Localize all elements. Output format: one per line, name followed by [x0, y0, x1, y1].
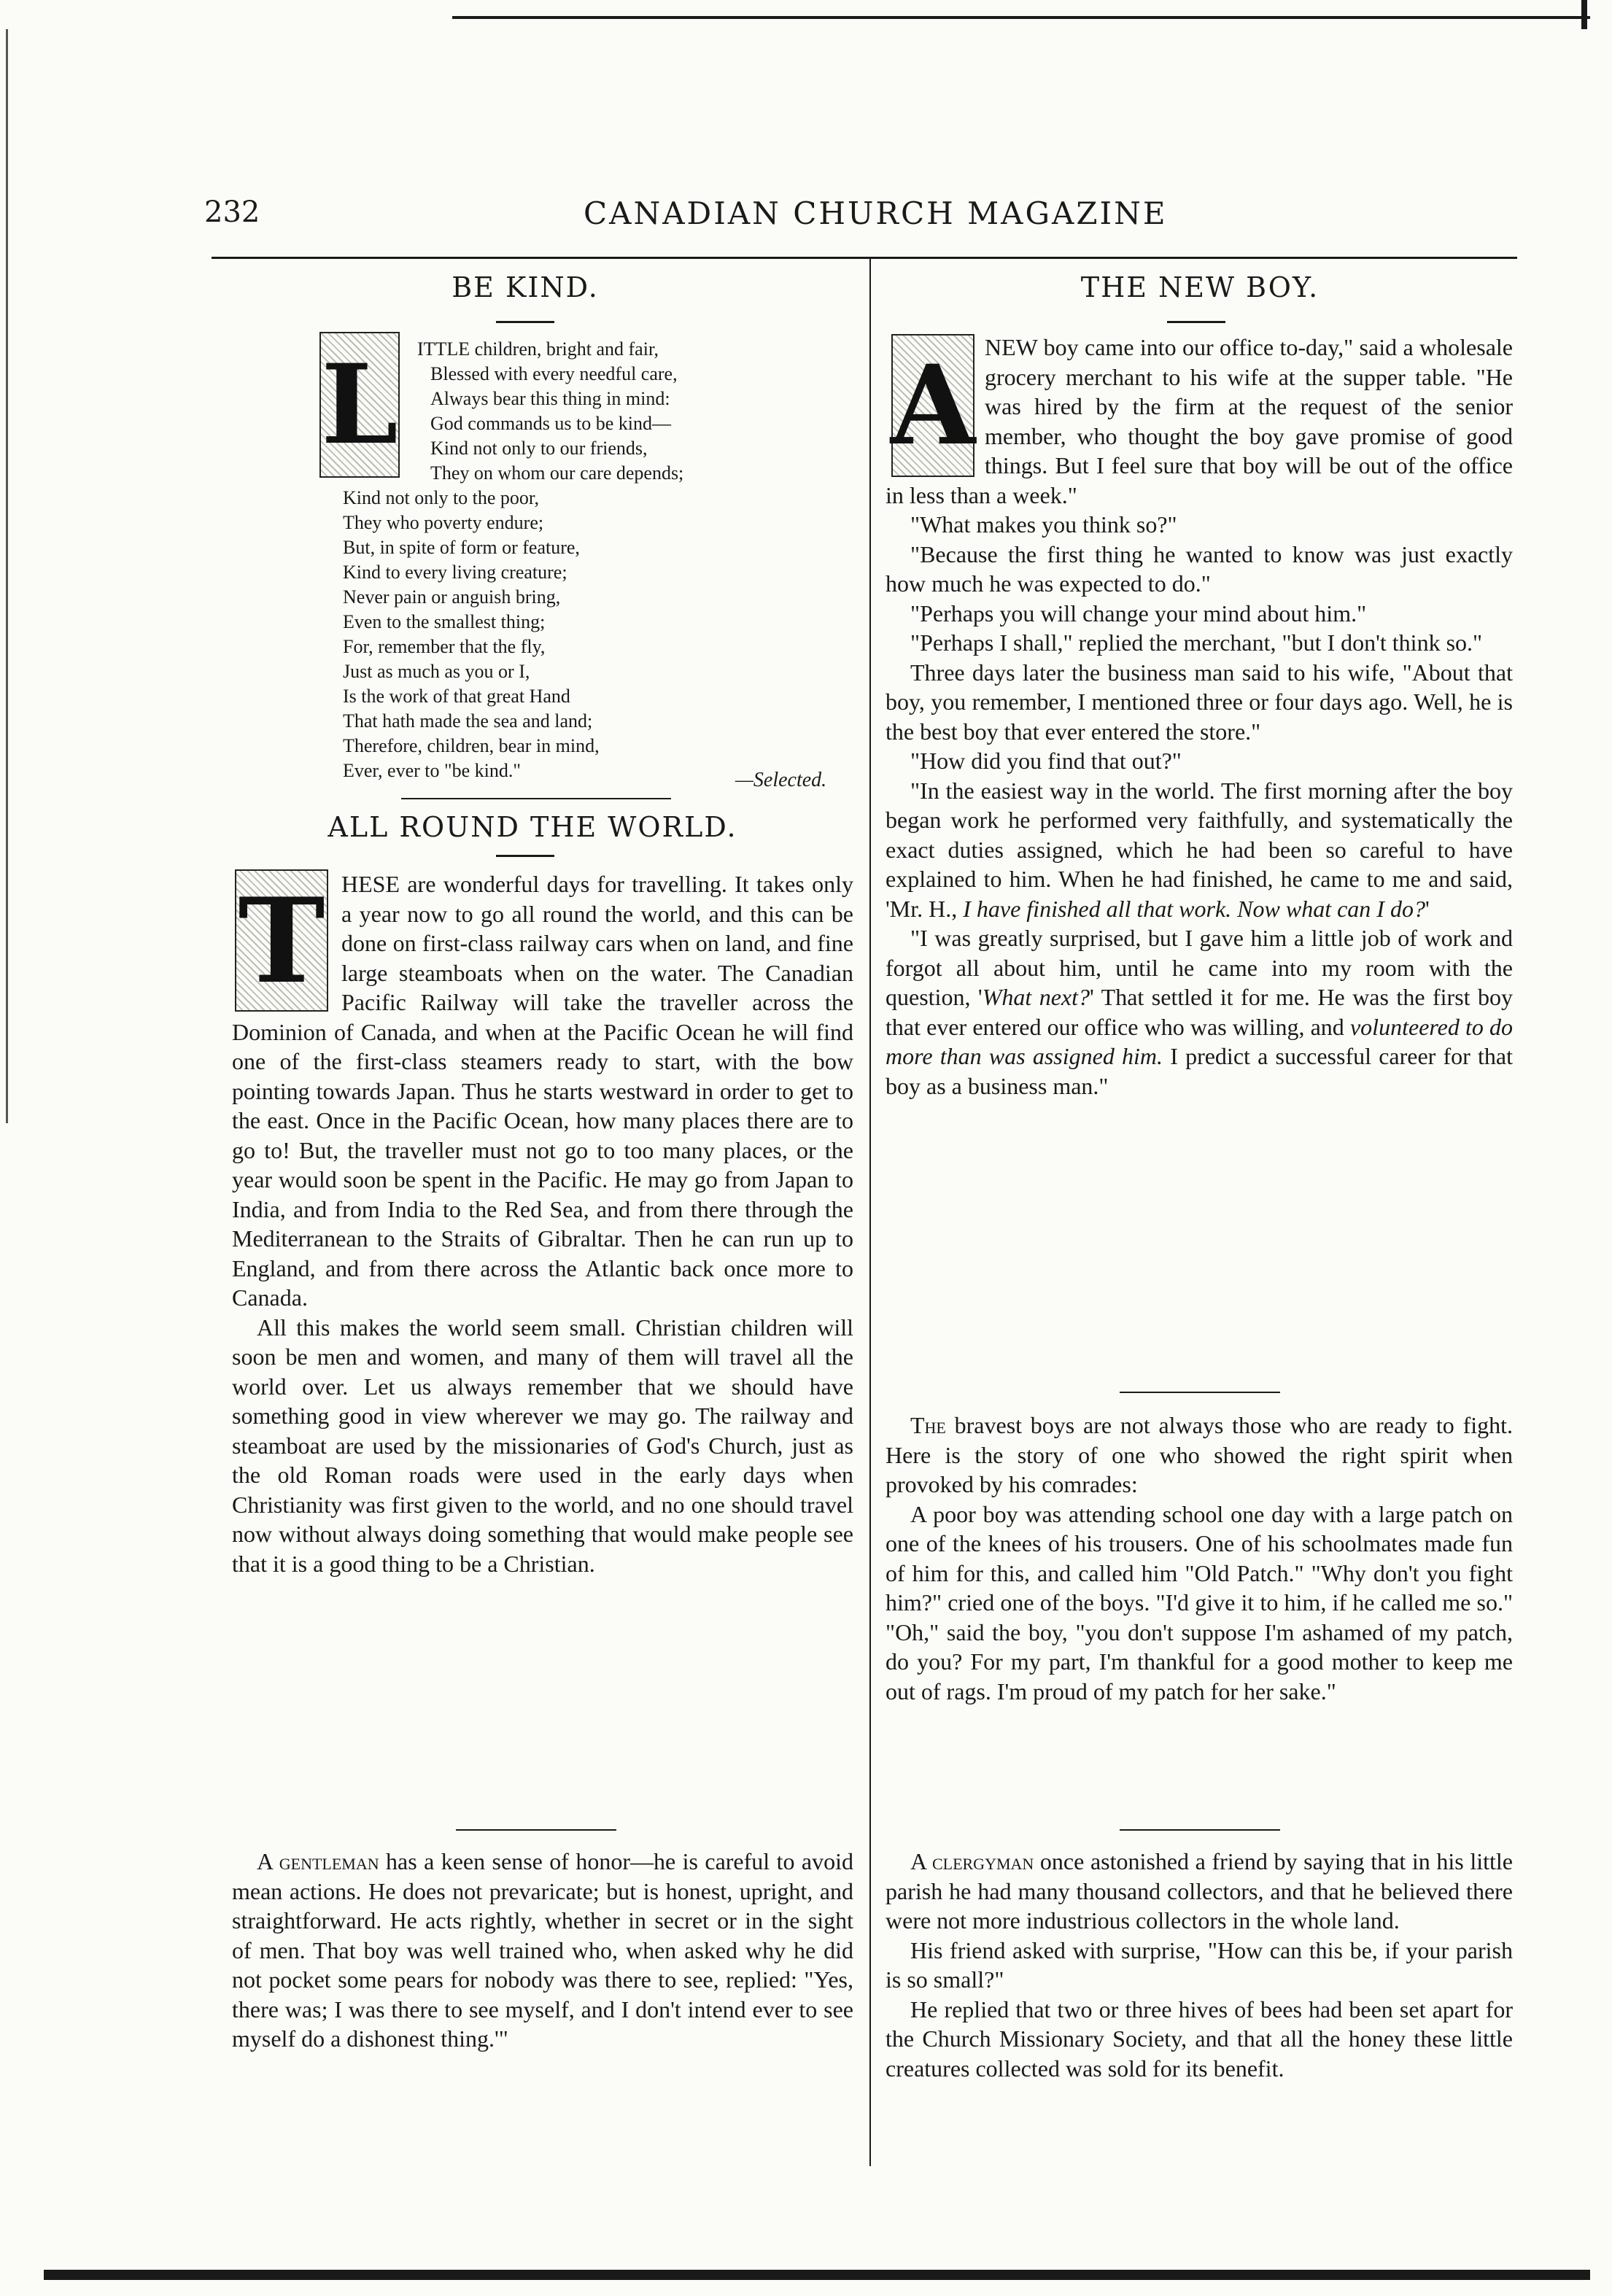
- poem-line: Never pain or anguish bring,: [343, 586, 561, 608]
- all-round-paragraph: HESE are wonderful days for travelling. It takes only a year now to go all round the world, and this can be done on first-class railway cars when on land, and fine large steamboats when on the water. The Canadian Pacific Railway will take the traveller across the Dominion of Canada, and when at the Pacific Ocean he will find one of the first-class steamers ready to start, with the bow pointing towards Japan. Thus he starts westward in order to get to the east. Once in the Pacific Ocean, how many places there are to go to! But, the traveller must not go to too many places, or the year would soon be spent in the Pacific. He may go from Japan to India, and from India to the Red Sea, and from there through the Mediterranean to the Straits of Gibraltar. Then he can run up to England, and from there across the Atlantic back once more to Canada.: [232, 871, 853, 1311]
- poem-line: Blessed with every needful care,: [430, 363, 678, 384]
- poem-line: Kind not only to the poor,: [343, 487, 540, 508]
- poem-line: Kind not only to our friends,: [430, 438, 648, 459]
- new-boy-paragraph: "In the easiest way in the world. The first morning after the boy began work he performed very faithfully, and systematically the exact duties assigned, which he had been so careful to have explained to him. When he had finished, he came to me and said, 'Mr. H., I have finished all that work. Now what can I do?': [886, 777, 1513, 922]
- gentleman-paragraph: A gentleman has a keen sense of honor—he is careful to avoid mean actions. He does not prevaricate; but is honest, upright, and straightforward. He acts rightly, whether in secret or in the sight of men. That boy was well trained who, when asked why he did not pocket some pears for nobody was there to see, replied: "Yes, there was; I was there to see myself, and I don't intend ever to see myself do a dishonest thing.'": [232, 1848, 853, 2052]
- be-kind-poem-indented: [417, 337, 683, 486]
- poem-line: Is the work of that great Hand: [343, 686, 570, 707]
- all-round-title: ALL ROUND THE WORLD.: [328, 811, 737, 843]
- poem-line: God commands us to be kind—: [430, 413, 672, 434]
- be-kind-credit: —Selected.: [735, 769, 827, 791]
- be-kind-title-rule: [496, 321, 554, 323]
- poem-line: They on whom our care depends;: [430, 462, 684, 484]
- poem-line: For, remember that the fly,: [343, 636, 546, 657]
- be-kind-poem: [343, 486, 600, 783]
- new-boy-paragraph: "How did you find that out?": [910, 748, 1182, 774]
- clergyman-paragraph: A clergyman once astonished a friend by saying that in his little parish he had many thousand collectors, and that he believed there were not more industrious collectors in the whole land.: [886, 1848, 1514, 1934]
- poem-line: They who poverty endure;: [343, 512, 544, 533]
- new-boy-body: [886, 333, 1513, 1101]
- bottom-rule: [44, 2270, 1590, 2280]
- be-kind-title: BE KIND.: [452, 271, 599, 303]
- new-boy-paragraph: NEW boy came into our office to-day," said a wholesale grocery merchant to his wife at the supper table. "He was hired by the firm at the request of the senior member, who thought the boy gave promise of good things. But I feel sure that boy will be out of the office in less than a week.": [886, 334, 1513, 508]
- column-divider: [869, 259, 871, 2166]
- new-boy-paragraph: Three days later the business man said to his wife, "About that boy, you remember, I mentioned three or four days ago. Well, he is the best boy that ever entered the store.": [886, 659, 1513, 745]
- page-number: 232: [204, 195, 260, 229]
- header-rule: [212, 257, 1517, 259]
- poem-line: But, in spite of form or feature,: [343, 537, 580, 558]
- section-rule: [401, 798, 671, 799]
- all-round-paragraph: All this makes the world seem small. Christian children will soon be men and women, and many of them will travel all the world over. Let us always remember that we should have something good in view wherever we may go. The railway and steamboat are used by the missionaries of God's Church, just as the old Roman roads were used in the early days when Christianity was first given to the world, and no one should travel now without always doing something that would make people see that it is a good thing to be a Christian.: [232, 1314, 853, 1577]
- all-round-title-rule: [496, 855, 554, 857]
- running-head: CANADIAN CHURCH MAGAZINE: [584, 195, 1168, 231]
- new-boy-title: THE NEW BOY.: [1080, 271, 1320, 303]
- bravest-paragraph: A poor boy was attending school one day with a large patch on one of the knees of his trousers. One of his schoolmates made fun of him for this, and called him "Old Patch." "Why don't you fight him?" cried one of the boys. "I'd give it to him, if he called me so." "Oh," said the boy, "you don't suppose I'm ashamed of my patch, do you? For my part, I'm thankful for a good mother to keep me out of rags. I'm proud of my patch for her sake.": [886, 1500, 1513, 1704]
- poem-line: Always bear this thing in mind:: [430, 388, 670, 409]
- top-rule: [452, 16, 1590, 19]
- new-boy-paragraph: "What makes you think so?": [910, 511, 1177, 538]
- poem-line: Therefore, children, bear in mind,: [343, 735, 600, 756]
- poem-line: Ever, ever to "be kind.": [343, 760, 521, 781]
- new-boy-paragraph: "Perhaps I shall," replied the merchant, "but I don't think so.": [910, 629, 1483, 656]
- bravest-body: [886, 1411, 1513, 1706]
- poem-line: ITTLE children, bright and fair,: [417, 338, 659, 360]
- clergyman-paragraph: He replied that two or three hives of bees had been set apart for the Church Missionary Society, and that all the honey these little creatures collected was sold for its benefit.: [886, 1996, 1513, 2082]
- right-edge-line: [1581, 0, 1587, 29]
- be-kind-dropcap: L: [319, 332, 400, 478]
- new-boy-paragraph: "Perhaps you will change your mind about him.": [910, 600, 1367, 627]
- section-rule: [1120, 1829, 1280, 1831]
- poem-line: Even to the smallest thing;: [343, 611, 546, 632]
- poem-line: Just as much as you or I,: [343, 661, 530, 682]
- new-boy-dropcap: A: [891, 334, 974, 477]
- left-margin-line: [6, 29, 8, 1123]
- clergyman-paragraph: His friend asked with surprise, "How can this be, if your parish is so small?": [886, 1936, 1513, 1993]
- all-round-body: [232, 869, 853, 1578]
- poem-line: Kind to every living creature;: [343, 562, 567, 583]
- section-rule: [1120, 1392, 1280, 1393]
- new-boy-paragraph: "Because the first thing he wanted to know was just exactly how much he was expected to do.": [886, 540, 1513, 597]
- clergyman-lead: A clergyman: [910, 1848, 1034, 1874]
- bravest-lead: The: [910, 1412, 946, 1438]
- new-boy-title-rule: [1167, 321, 1225, 323]
- section-rule: [456, 1829, 616, 1831]
- clergyman-body: [886, 1847, 1513, 2083]
- all-round-dropcap: T: [235, 869, 328, 1012]
- gentleman-body: [232, 1847, 853, 2054]
- new-boy-paragraph: "I was greatly surprised, but I gave him a little job of work and forgot all about him, until he came into my room with the question, 'What next?' That settled it for me. He was the first boy that ever entered our office who was willing, and volunteered to do more than was assigned him. I predict a successful career for that boy as a business man.": [886, 925, 1514, 1099]
- page-header: [197, 195, 1517, 247]
- poem-line: That hath made the sea and land;: [343, 710, 593, 732]
- gentleman-lead: A gentleman: [257, 1848, 379, 1874]
- bravest-paragraph: The bravest boys are not always those who are ready to fight. Here is the story of one who showed the right spirit when provoked by his comrades:: [886, 1412, 1513, 1497]
